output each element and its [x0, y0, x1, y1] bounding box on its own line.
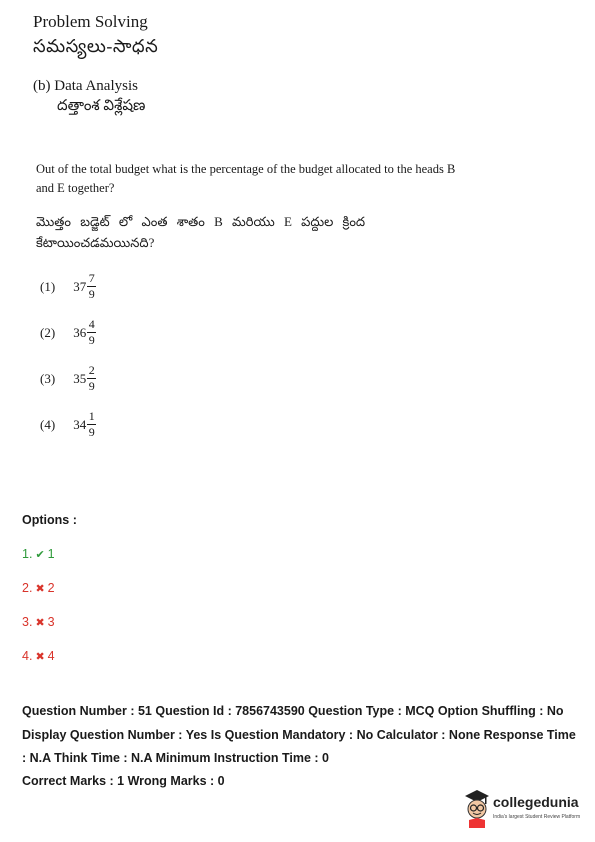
answer-option-2 — [22, 581, 55, 595]
choice-1 — [40, 272, 96, 301]
fraction-denominator: 9 — [88, 287, 95, 301]
cross-icon: ✖ — [35, 583, 45, 595]
answer-value: 3 — [47, 615, 55, 629]
mixed-fraction — [73, 318, 96, 347]
fraction-whole: 34 — [73, 416, 87, 432]
answer-index: 2. — [22, 581, 33, 595]
question-metadata: Question Number : 51 Question Id : 7856743590 Question Type : MCQ Option Shuffling : No Display Question Number : Yes Is Question Mandatory : No Calculator : None Response Time : N.A Think Time : N.A Minimum Instruction Time : 0 — [22, 704, 576, 765]
fraction-numerator: 7 — [88, 271, 95, 285]
answer-index: 4. — [22, 649, 33, 663]
subsection-title: (b) Data Analysis — [33, 78, 138, 94]
answer-index: 3. — [22, 615, 33, 629]
fraction-numerator: 2 — [88, 363, 95, 377]
choice-number: (4) — [40, 416, 56, 432]
fraction-whole: 35 — [73, 370, 87, 386]
check-icon: ✔ — [35, 549, 45, 561]
mixed-fraction — [73, 272, 96, 301]
answer-index: 1. — [22, 547, 33, 561]
fraction-whole: 36 — [73, 324, 87, 340]
fraction-denominator: 9 — [88, 333, 95, 347]
fraction-denominator: 9 — [88, 379, 95, 393]
choice-3 — [40, 364, 96, 393]
mascot-logo-icon — [461, 788, 493, 828]
section-title-telugu: సమస్యలు-సాధన — [33, 36, 159, 56]
mixed-fraction — [73, 410, 96, 439]
section-title: Problem Solving — [33, 12, 148, 31]
fraction-denominator: 9 — [88, 425, 95, 439]
brand-name: collegedunia — [493, 794, 579, 810]
cross-icon: ✖ — [35, 617, 45, 629]
cross-icon: ✖ — [35, 651, 45, 663]
choice-number: (2) — [40, 324, 56, 340]
question-text: Out of the total budget what is the percentage of the budget allocated to the heads B and E together? — [36, 162, 456, 195]
answer-value: 4 — [47, 649, 55, 663]
brand-tagline: India's largest Student Review Platform — [493, 814, 581, 820]
answer-value: 2 — [47, 581, 55, 595]
fraction-numerator: 4 — [88, 317, 95, 331]
answer-option-4 — [22, 649, 55, 663]
question-text-telugu: మొత్తం బడ్జెట్ లో ఎంత శాతం B మరియు E పద్దుల క్రింద కేటాయించడమయినది? — [36, 214, 366, 250]
choice-number: (3) — [40, 370, 56, 386]
fraction-whole: 37 — [73, 278, 87, 294]
fraction-numerator: 1 — [88, 409, 95, 423]
answer-option-3 — [22, 615, 55, 629]
answer-value: 1 — [47, 547, 55, 561]
choice-2 — [40, 318, 96, 347]
options-heading: Options : — [22, 513, 77, 527]
answer-option-1 — [22, 547, 55, 561]
mixed-fraction — [73, 364, 96, 393]
choice-number: (1) — [40, 278, 56, 294]
subsection-title-telugu: దత్తాంశ విశ్లేషణ — [57, 98, 146, 114]
marks-info: Correct Marks : 1 Wrong Marks : 0 — [22, 774, 225, 788]
choice-4 — [40, 410, 96, 439]
